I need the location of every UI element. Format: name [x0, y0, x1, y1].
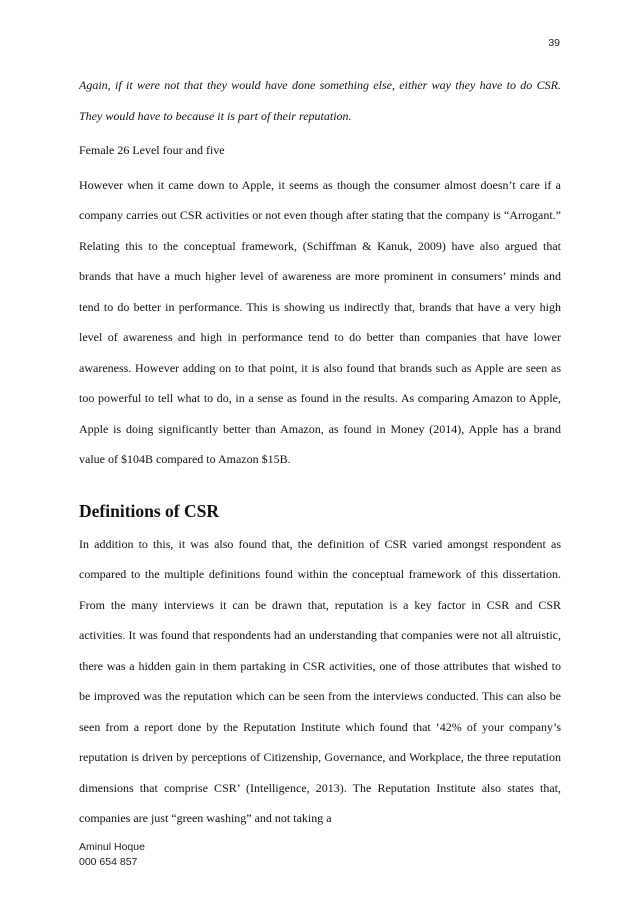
body-paragraph-apple: However when it came down to Apple, it seems as though the consumer almost doesn’t care if a company carries out CSR activities or not even though after stating that the company is “Arrogant.” Relating this to the conceptual framework, (Schiffman & Kanuk, 2009) have also argued that brands that have a much higher level of awareness are more prominent in consumers’ minds and tend to do better in performance. This is showing us indirectly that, brands that have a very high level of awareness and high in performance tend to do better than companies that have lower awareness. However adding on to that point, it is also found that brands such as Apple are seen as too powerful to tell what to do, in a sense as found in the results. As comparing Amazon to Apple, Apple is doing significantly better than Amazon, as found in Money (2014), Apple has a brand value of $104B compared to Amazon $15B.	[79, 177, 561, 466]
interviewee-label: Female 26 Level four and five	[79, 143, 225, 157]
page-footer	[79, 840, 145, 870]
page-body	[79, 70, 561, 834]
footer-author: Aminul Hoque	[79, 841, 145, 853]
page-number: 39	[548, 37, 560, 49]
footer-student-id: 000 654 857	[79, 856, 138, 868]
section-heading: Definitions of CSR	[79, 500, 220, 521]
interview-quote: Again, if it were not that they would have done something else, either way they have to do CSR. They would have to because it is part of their reputation.	[79, 78, 561, 123]
body-paragraph-definitions: In addition to this, it was also found that, the definition of CSR varied amongst respondent as compared to the multiple definitions found within the conceptual framework of this dissertation. From the many interviews it can be drawn that, reputation is a key factor in CSR and CSR activities. It was found that respondents had an understanding that companies were not all altruistic, there was a hidden gain in them partaking in CSR activities, one of those attributes that wished to be improved was the reputation which can be seen from the interviews conducted. This can also be seen from a report done by the Reputation Institute which found that ‘42% of your company’s reputation is driven by perceptions of Citizenship, Governance, and Workplace, the three reputation dimensions that comprise CSR’ (Intelligence, 2013). The Reputation Institute also states that, companies are just “green washing” and not taking a	[79, 536, 561, 825]
